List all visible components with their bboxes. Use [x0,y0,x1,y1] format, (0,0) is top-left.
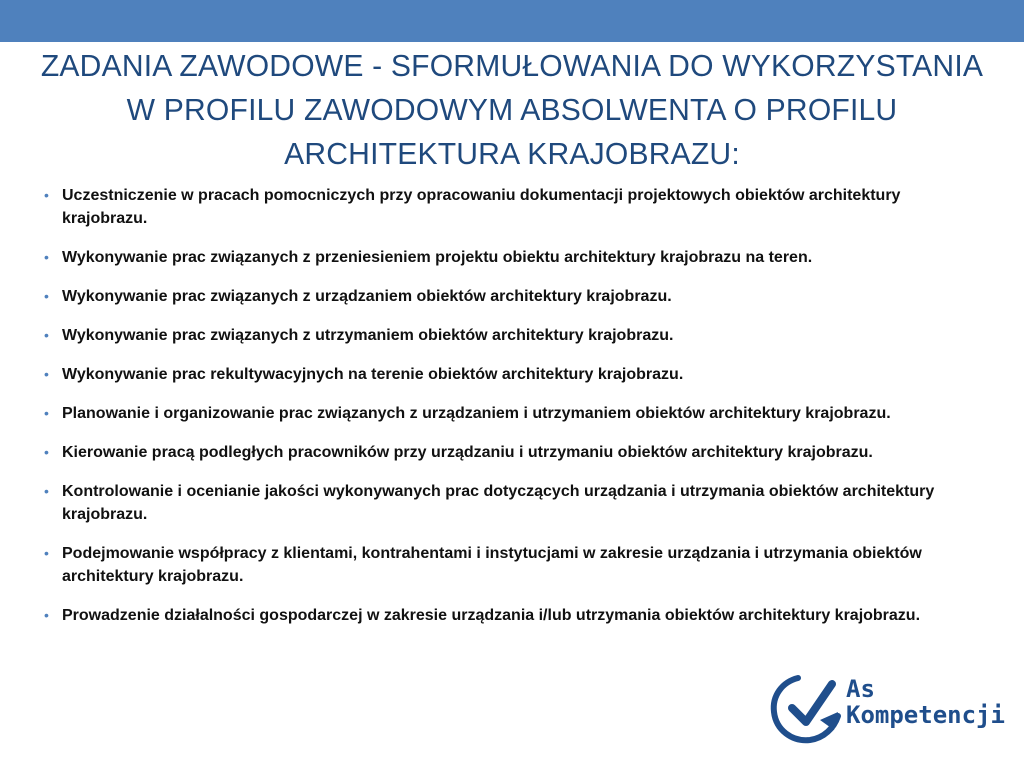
list-item-text: Wykonywanie prac rekultywacyjnych na terenie obiektów architektury krajobrazu. [62,366,684,383]
list-item-text: Wykonywanie prac związanych z urządzaniem obiektów architektury krajobrazu. [62,288,672,305]
bullet-icon: • [44,187,49,203]
list-item [44,184,974,230]
list-item-text: Prowadzenie działalności gospodarczej w zakresie urządzania i/lub utrzymania obiektów architektury krajobrazu. [62,607,921,624]
list-item-text: Wykonywanie prac związanych z przeniesieniem projektu obiektu architektury krajobrazu na teren. [62,249,813,266]
list-item [44,285,974,308]
list-item-text: Uczestniczenie w pracach pomocniczych przy opracowaniu dokumentacji projektowych obiektów architektury krajobrazu. [62,187,901,227]
bullet-icon: • [44,607,49,623]
bullet-icon: • [44,483,49,499]
bullet-list [44,184,974,643]
list-item-text: Podejmowanie współpracy z klientami, kontrahentami i instytucjami w zakresie urządzania i utrzymania obiektów architektury krajobrazu. [62,545,922,585]
bullet-icon: • [44,405,49,421]
list-item [44,324,974,347]
bullet-icon: • [44,366,49,382]
slide-title: ZADANIA ZAWODOWE - SFORMUŁOWANIA DO WYKORZYSTANIA W PROFILU ZAWODOWYM ABSOLWENTA O PROFILU ARCHITEKTURA KRAJOBRAZU: [40,48,984,171]
bullet-icon: • [44,288,49,304]
bullet-icon: • [44,545,49,561]
as-kompetencji-logo [768,664,1005,752]
list-item [44,604,974,627]
list-item-text: Kontrolowanie i ocenianie jakości wykonywanych prac dotyczących urządzania i utrzymania obiektów architektury krajobrazu. [62,483,935,523]
list-item-text: Planowanie i organizowanie prac związanych z urządzaniem i utrzymaniem obiektów architektury krajobrazu. [62,405,891,422]
top-accent-bar [0,0,1024,42]
bullet-icon: • [44,444,49,460]
list-item [44,542,974,588]
list-item [44,363,974,386]
bullet-icon: • [44,327,49,343]
list-item [44,402,974,425]
logo-wordmark [846,676,1005,728]
list-item-text: Wykonywanie prac związanych z utrzymaniem obiektów architektury krajobrazu. [62,327,674,344]
list-item [44,441,974,464]
bullet-icon: • [44,249,49,265]
list-item [44,480,974,526]
logo-line1: As [846,675,875,703]
checkmark-pen-icon [768,664,848,752]
list-item [44,246,974,269]
list-item-text: Kierowanie pracą podległych pracowników przy urządzaniu i utrzymaniu obiektów architektury krajobrazu. [62,444,873,461]
logo-line2: Kompetencji [846,701,1005,729]
